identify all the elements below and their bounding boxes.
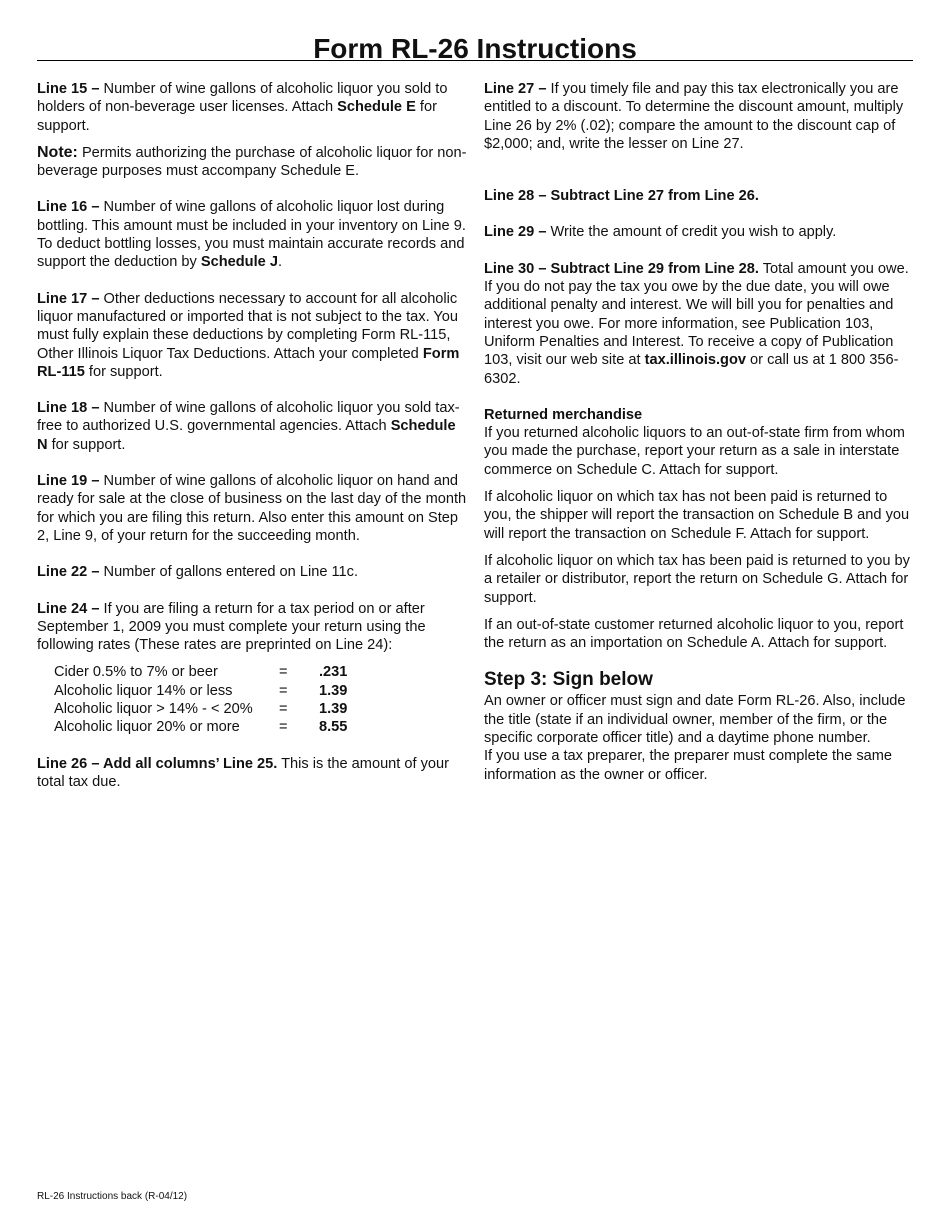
rate-equals: = xyxy=(279,664,288,681)
line-22-label: Line 22 – xyxy=(37,564,100,581)
line-27-paragraph xyxy=(484,80,914,153)
line-30-paragraph xyxy=(484,260,914,388)
line-16-paragraph xyxy=(37,198,467,271)
rates-table xyxy=(54,663,347,736)
line-30-website: tax.illinois.gov xyxy=(644,352,746,369)
line-30-tail: or call us at 1 800 356-6302. xyxy=(484,352,899,387)
line-19-paragraph xyxy=(37,472,467,545)
line-16-label: Line 16 – xyxy=(37,199,100,216)
rate-row xyxy=(54,682,347,700)
page-title: Form RL-26 Instructions xyxy=(313,33,637,64)
returned-merchandise-heading: Returned merchandise xyxy=(484,406,643,423)
line-27-label: Line 27 – xyxy=(484,81,547,97)
line-15-label: Line 15 – xyxy=(37,81,100,97)
line-16-text: Number of wine gallons of alcoholic liquor lost during bottling. This amount must be included in your inventory on Line 9. To deduct bottling losses, you must maintain accurate records and support the deduction by xyxy=(37,199,466,271)
returned-paragraph-1: If you returned alcoholic liquors to an out-of-state firm from whom you made the purchase, report your return as a sale in interstate commerce on Schedule C. Attach for support. xyxy=(484,425,905,478)
rate-label: Alcoholic liquor > 14% - < 20% xyxy=(54,701,253,718)
title-rule xyxy=(37,60,913,61)
line-17-tail: for support. xyxy=(84,363,163,380)
rate-label: Alcoholic liquor 20% or more xyxy=(54,719,240,736)
step-3-paragraph-2: If you use a tax preparer, the preparer must complete the same information as the owner or officer. xyxy=(484,748,893,783)
line-16-schedule: Schedule J xyxy=(200,254,278,271)
line-18-text: Number of wine gallons of alcoholic liquor you sold tax-free to authorized U.S. governmental agencies. Attach xyxy=(37,400,460,435)
line-28-label: Line 28 – Subtract Line 27 from Line 26. xyxy=(484,188,759,205)
left-column xyxy=(37,80,467,809)
line-18-tail: for support. xyxy=(47,436,126,453)
line-24-text: If you are filing a return for a tax period on or after September 1, 2009 you must complete your return using the following rates (These rates are preprinted on Line 24): xyxy=(37,600,426,654)
line-26-text: This is the amount of your total tax due. xyxy=(37,755,450,790)
line-18-paragraph xyxy=(37,399,467,454)
line-19-text: Number of wine gallons of alcoholic liquor on hand and ready for sale at the close of business on the last day of the month for which you are filing this return. Also enter this amount on Step 2, Line 9, of your return for the succeeding month. xyxy=(37,473,467,544)
rate-equals: = xyxy=(279,719,288,736)
line-29-paragraph xyxy=(484,223,914,241)
line-18-label: Line 18 – xyxy=(37,400,100,417)
note-label: Note: xyxy=(37,143,78,161)
line-30-text: Total amount you owe. If you do not pay the tax you owe by the due date, you will owe additional penalty and interest. We will bill you for penalties and interest you owe. For more information, see Publication 103, Uniform Penalties and Interest. To receive a copy of Publication 103, visit our web site at xyxy=(484,260,909,369)
rate-label: Alcoholic liquor 14% or less xyxy=(54,682,233,699)
note-text: Permits authorizing the purchase of alcoholic liquor for non-beverage purposes must accompany Schedule E. xyxy=(37,144,467,180)
step-3-paragraph-1: An owner or officer must sign and date Form RL-26. Also, include the title (state if an individual owner, member of the firm, or the specific corporate officer title) and a daytime phone number. xyxy=(484,693,906,747)
rate-value: 1.39 xyxy=(319,682,348,699)
step-3-heading: Step 3: Sign below xyxy=(484,669,653,691)
rate-equals: = xyxy=(279,701,288,718)
line-15-schedule: Schedule E xyxy=(337,99,416,116)
returned-paragraph-4: If an out-of-state customer returned alcoholic liquor to you, report the return as an importation on Schedule A. Attach for support. xyxy=(484,616,904,652)
line-15-text: Number of wine gallons of alcoholic liquor you sold to holders of non-beverage user licenses. Attach xyxy=(37,81,448,116)
line-19-label: Line 19 – xyxy=(37,473,100,490)
line-26-paragraph xyxy=(37,755,467,792)
line-16-tail: . xyxy=(277,254,283,271)
returned-paragraph-3: If alcoholic liquor on which tax has been paid is returned to you by a retailer or distributor, report the return on Schedule G. Attach for support. xyxy=(484,552,910,606)
line-22-paragraph xyxy=(37,563,467,581)
rate-label: Cider 0.5% to 7% or beer xyxy=(54,664,218,681)
rate-row xyxy=(54,718,347,736)
line-17-text: Other deductions necessary to account for all alcoholic liquor manufactured or imported that is not subject to the tax. You must fully explain these deductions by completing Form RL-115, Other Illinois Liquor Tax Deductions. Attach your completed xyxy=(37,290,459,362)
returned-paragraph-2: If alcoholic liquor on which tax has not been paid is returned to you, the shipper will report the transaction on Schedule B and you will report the transaction on Schedule F. Attach for support. xyxy=(484,489,910,542)
page-footer: RL-26 Instructions back (R-04/12) xyxy=(37,1191,188,1202)
rate-row xyxy=(54,663,347,681)
rate-value: .231 xyxy=(319,664,348,681)
line-29-text: Write the amount of credit you wish to apply. xyxy=(546,224,837,241)
line-27-text: If you timely file and pay this tax electronically you are entitled to a discount. To determine the discount amount, multiply Line 26 by 2% (.02); compare the amount to the discount cap of $2,000; and, write the lesser on Line 27. xyxy=(484,81,904,152)
line-24-label: Line 24 – xyxy=(37,600,100,617)
rate-value: 1.39 xyxy=(319,701,348,718)
line-17-paragraph xyxy=(37,290,467,381)
rate-value: 8.55 xyxy=(319,719,348,736)
line-28-paragraph xyxy=(484,187,914,205)
line-18-schedule: Schedule N xyxy=(37,418,456,453)
line-15-paragraph xyxy=(37,80,467,135)
line-24-paragraph xyxy=(37,600,467,655)
note-paragraph xyxy=(37,144,467,181)
line-29-label: Line 29 – xyxy=(484,224,547,241)
line-26-label: Line 26 – Add all columns’ Line 25. xyxy=(37,755,278,772)
line-17-label: Line 17 – xyxy=(37,290,100,307)
line-17-form: Form RL-115 xyxy=(37,345,460,380)
rate-equals: = xyxy=(279,682,288,699)
line-15-tail: for support. xyxy=(37,99,437,134)
right-column xyxy=(484,80,914,784)
line-30-label: Line 30 – Subtract Line 29 from Line 28. xyxy=(484,260,759,277)
rate-row xyxy=(54,700,347,718)
line-22-text: Number of gallons entered on Line 11c. xyxy=(99,564,358,581)
